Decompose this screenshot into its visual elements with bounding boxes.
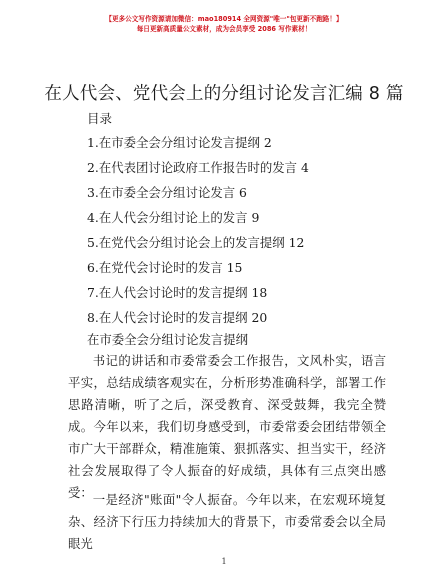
promo-banner — [0, 14, 448, 34]
toc-item[interactable]: 2.在代表团讨论政府工作报告时的发言 4 — [87, 160, 309, 175]
toc-item[interactable]: 5.在党代会分组讨论会上的发言提纲 12 — [87, 235, 305, 250]
toc-label: 目录 — [87, 111, 113, 126]
promo-banner-line-2: 每日更新高质量公文素材，成为会员享受 2086 写作素材！ — [136, 25, 312, 33]
toc-item[interactable]: 3.在市委全会分组讨论发言 6 — [87, 185, 247, 200]
toc-item[interactable]: 4.在人代会分组讨论上的发言 9 — [87, 210, 260, 225]
toc-item[interactable]: 6.在党代会讨论时的发言 15 — [87, 260, 243, 275]
section-heading: 在市委全会分组讨论发言提纲 — [87, 332, 249, 347]
table-of-contents — [87, 134, 309, 334]
body-paragraph: 书记的讲话和市委常委会工作报告，文风朴实，语言平实，总结成绩客观实在，分析形势准确科学，部署工作思路清晰，听了之后，深受教育、深受鼓舞，我完全赞成。今年以来，我们切身感受到，市委常委会团结带领全市广大干部群众，精准施策、狠抓落实、担当实干，经济社会发展取得了令人振奋的好成绩，具体有三点突出感受： — [68, 353, 386, 500]
body-paragraph: 一是经济"账面"令人振奋。今年以来，在宏观环境复杂、经济下行压力持续加大的背景下，市委常委会以全局眼光 — [68, 492, 386, 551]
document-title: 在人代会、党代会上的分组讨论发言汇编 8 篇 — [44, 84, 404, 104]
toc-item[interactable]: 8.在人代会讨论时的发言提纲 20 — [87, 310, 268, 325]
promo-banner-line-1: 【更多公文写作资源请加微信：mao180914 全网资源"唯一"包更新不跑路！】 — [105, 15, 343, 23]
toc-item[interactable]: 7.在人代会讨论时的发言提纲 18 — [87, 285, 268, 300]
toc-item[interactable]: 1.在市委全会分组讨论发言提纲 2 — [87, 135, 272, 150]
page-number: 1 — [221, 557, 227, 566]
